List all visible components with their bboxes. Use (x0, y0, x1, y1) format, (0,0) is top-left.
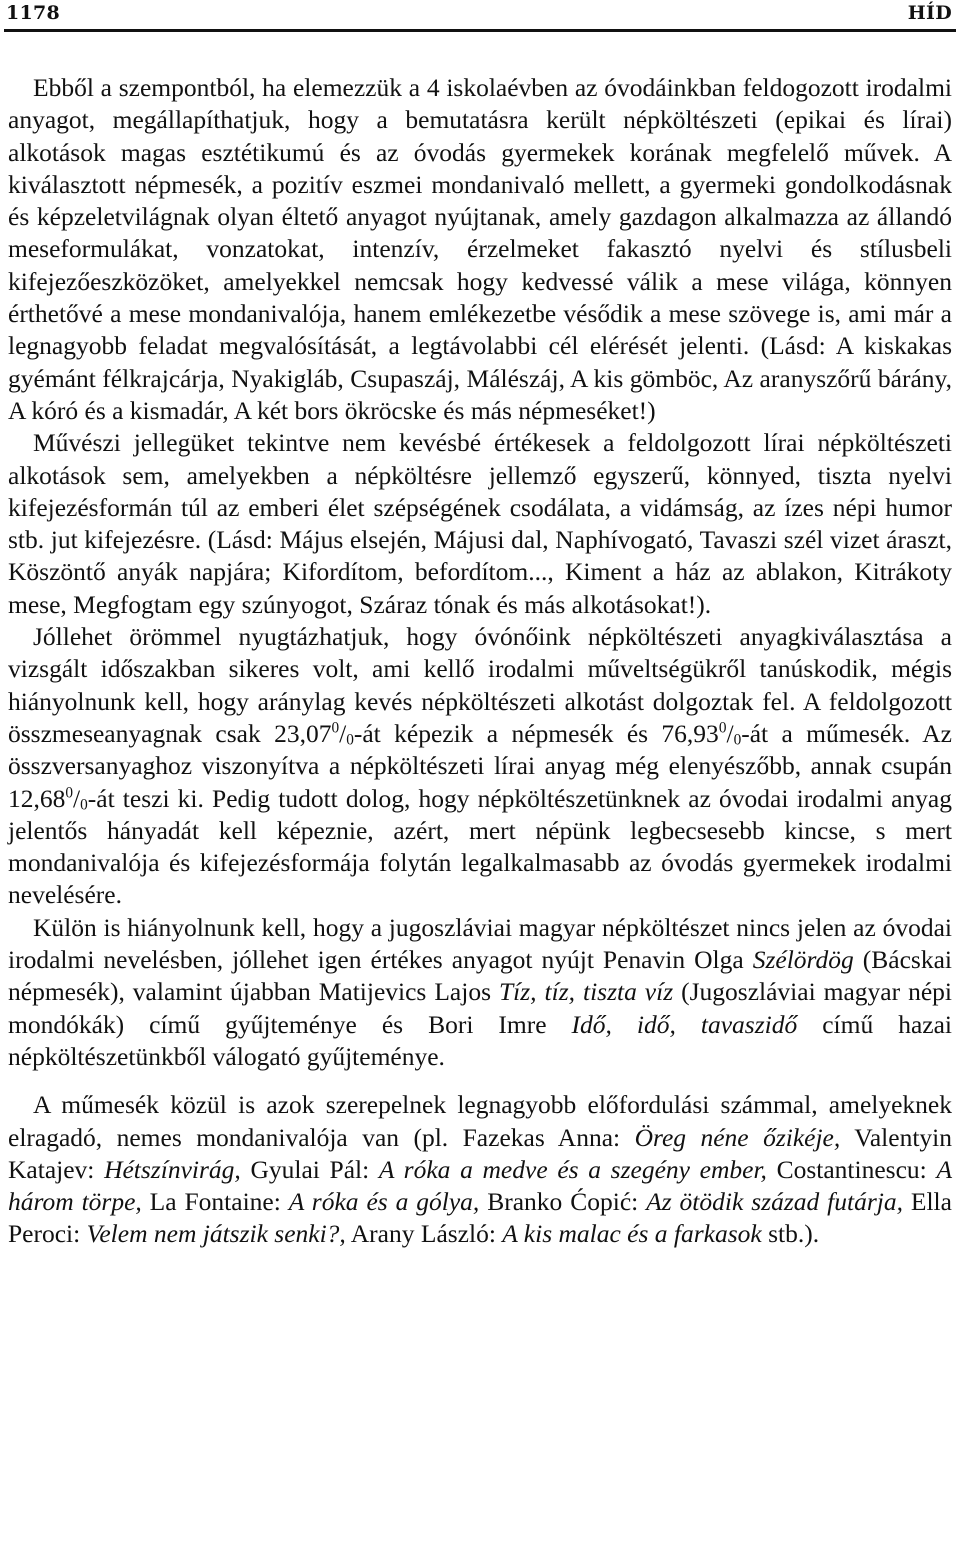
percent-sup: 0 (65, 784, 74, 802)
percent-sub: 0 (733, 731, 742, 749)
book-title: Tíz, tíz, tiszta víz (498, 977, 674, 1007)
page-header (6, 0, 952, 26)
paragraph-text: Ebből a szempontból, ha elemezzük a 4 iskolaévben az óvodáinkban feldogozott irodalmi anyagot, megállapíthatjuk, hogy a bemutatásra került népköltészeti (epikai és lírai) alkotások magas esztétikumú és az óvodás gyermekek korának megfelelő művek. A kiválasztott népmesék, a pozitív eszmei mondanivaló mellett, a gyermeki gondolkodásnak és képzeletvilágnak olyan éltető anyagot nyújtanak, amely gazdagon alkalmazza az állandó meseformulákat, vonzatokat, intenzív, érzelmeket fakasztó nyelvi és stílusbeli kifejezőeszközöket, amelyekkel nemcsak hogy kedvessé válik a mese világa, könnyen érthetővé a mese mondanivalója, hanem emlékezetbe vésődik a mese szövege is, ami már a legnagyobb feladat megvalósítását, a legtávolabbi cél elérését jelenti. (Lásd: A kiskakas gyémánt félkrajcárja, Nyakigláb, Csupaszáj, Málészáj, A kis gömböc, Az aranyszőrű bárány, A kóró és a kismadár, A két bors ökröcske és más népmeséket!) (8, 73, 952, 425)
paragraph (8, 72, 952, 427)
book-title: Szélördög (752, 945, 854, 975)
page-number: 1178 (6, 2, 61, 24)
paragraph-text: című hazai népköltészetünkből válogató gyűjteménye. (8, 1009, 952, 1071)
paragraph-text: Branko Ćopić: (479, 1187, 647, 1217)
paragraph (8, 621, 952, 912)
paragraph-text: Arany László: (345, 1219, 503, 1249)
paragraph-text: Valentyin Katajev: (8, 1122, 952, 1184)
percent-slash: / (726, 718, 734, 748)
work-title: A három törpe, (8, 1154, 953, 1217)
work-title: A róka és a gólya, (288, 1187, 480, 1217)
paragraph-text: stb.). (761, 1219, 820, 1249)
work-title: Az ötödik század futárja, (646, 1187, 903, 1217)
paragraph-text: Jóllehet örömmel nyugtázhatjuk, hogy óvónőink népköltészeti anyagkiválasztása a vizsgált időszakban sikeres volt, ami kellő irodalmi műveltségükről tanúskodik, mégis hiányolnunk kell, hogy aránylag kevés népköltészeti alkotást dolgoztak fel. A feldolgozott összmeseanyagnak csak 23,07 (8, 622, 952, 748)
percent-slash: / (339, 718, 347, 748)
paragraph-text: Gyulai Pál: (240, 1154, 379, 1184)
book-title: Idő, idő, tavaszidő (571, 1009, 798, 1039)
work-title: Velem nem játszik senki?, (86, 1219, 346, 1249)
percent-sub: 0 (346, 731, 354, 749)
paragraph-text: Ella Peroci: (8, 1187, 952, 1249)
paragraph-text: (Jugoszláviai magyar népi mondókák) című gyűjteménye és Bori Imre (8, 977, 952, 1039)
header-rule (4, 29, 956, 32)
work-title: Öreg néne őzikéje, (634, 1122, 841, 1152)
paragraph-text: -át a műmesék. Az összversanyaghoz viszonyítva a népköltészeti lírai anyag még elenyészőbb, annak csupán 12,68 (8, 718, 952, 813)
percent-sup: 0 (718, 719, 727, 737)
percent-sub: 0 (80, 795, 88, 813)
paragraph-text: A műmesék közül is azok szerepelnek legnagyobb előfordulási számmal, amelyeknek elragadó, nemes mondanivalója van (pl. Fazekas Anna: (8, 1090, 952, 1152)
paragraph-text: Művészi jellegüket tekintve nem kevésbé értékesek a feldolgozott lírai népköltészeti alkotások sem, amelyekben a népköltésre jellemző egyszerű, könnyed, tiszta nyelvi kifejezésformán túl az emberi élet szépségének csodálata, a vidámság, az ízes népi humor stb. jut kifejezésre. (Lásd: Május elsején, Májusi dal, Naphívogató, Tavaszi szél vizet áraszt, Köszöntő anyák napjára; Kifordítom, befordítom..., Kiment a ház az ablakon, Kitrákoty mese, Megfogtam egy szúnyogot, Száraz tónak és más alkotásokat!). (8, 428, 952, 619)
paragraph-text: (Bácskai népmesék), valamint újabban Matijevics Lajos (8, 945, 953, 1007)
paragraph (8, 427, 952, 621)
work-title: Hétszínvirág, (104, 1154, 241, 1184)
paragraph-text: Külön is hiányolnunk kell, hogy a jugoszláviai magyar népköltészet nincs jelen az óvodai irodalmi nevelésben, jóllehet igen értékes anyagot nyújt Penavin Olga (8, 912, 952, 975)
paragraph-text: -át teszi ki. Pedig tudott dolog, hogy népköltészetünknek az óvodai irodalmi anyag jelentős hányadát kell képeznie, azért, mert népünk legbecsesebb kincse, s mert mondanivalója és kifejezésformája folytán legalkalmasabb az óvodás gyermekek irodalmi nevelésére. (8, 783, 952, 910)
paragraph (8, 1089, 952, 1250)
body-text (8, 72, 952, 1251)
paragraph-text: -át képezik a népmesék és 76,93 (353, 718, 719, 748)
work-title: A kis malac és a farkasok (502, 1219, 762, 1249)
running-title: HÍD (907, 2, 952, 24)
paragraph-text: La Fontaine: (141, 1187, 289, 1217)
percent-sup: 0 (331, 719, 340, 737)
percent-slash: / (73, 783, 81, 813)
work-title: A róka a medve és a szegény ember, (378, 1154, 767, 1184)
paragraph-gap (8, 1073, 952, 1089)
paragraph (8, 912, 952, 1073)
paragraph-text: Costantinescu: (766, 1154, 937, 1184)
